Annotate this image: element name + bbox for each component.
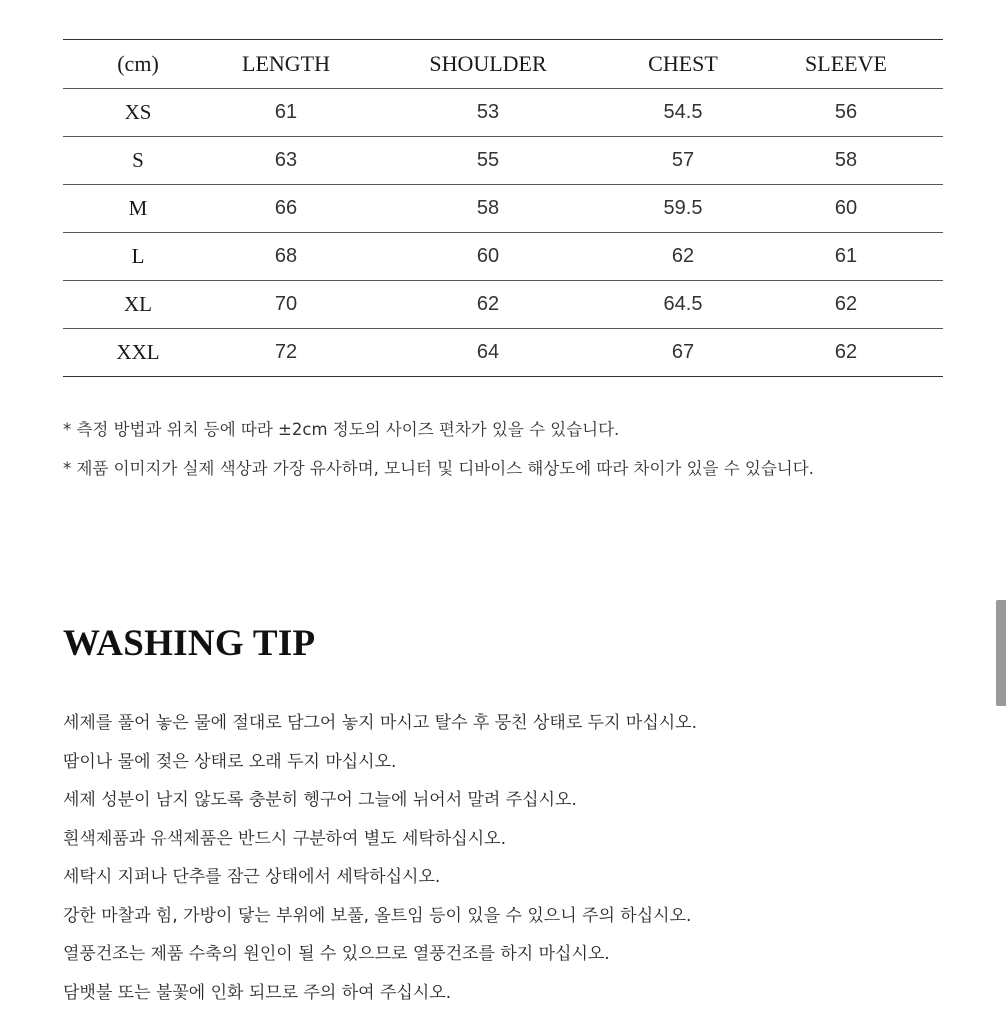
washing-tip-heading: WASHING TIP — [63, 622, 315, 665]
size-cell: S — [63, 137, 213, 185]
sleeve-cell: 58 — [749, 137, 943, 185]
header-length: LENGTH — [213, 40, 359, 89]
size-chart-header-row — [63, 40, 943, 89]
color-note: * 제품 이미지가 실제 색상과 가장 유사하며, 모니터 및 디바이스 해상도에 따라 차이가 있을 수 있습니다. — [63, 449, 963, 488]
measurement-note: * 측정 방법과 위치 등에 따라 ±2cm 정도의 사이즈 편차가 있을 수 있습니다. — [63, 410, 963, 449]
size-notes — [63, 410, 963, 488]
table-row — [63, 281, 943, 329]
chest-cell: 57 — [617, 137, 749, 185]
header-sleeve: SLEEVE — [749, 40, 943, 89]
list-item: 세탁시 지퍼나 단추를 잠근 상태에서 세탁하십시오. — [63, 858, 963, 897]
size-cell: XL — [63, 281, 213, 329]
list-item: 흰색제품과 유색제품은 반드시 구분하여 별도 세탁하십시오. — [63, 820, 963, 859]
length-cell: 72 — [213, 329, 359, 377]
header-chest: CHEST — [617, 40, 749, 89]
size-cell: XS — [63, 89, 213, 137]
size-cell: M — [63, 185, 213, 233]
list-item: 세제를 풀어 놓은 물에 절대로 담그어 놓지 마시고 탈수 후 뭉친 상태로 두지 마십시오. — [63, 704, 963, 743]
scrollbar-thumb[interactable] — [996, 600, 1006, 706]
shoulder-cell: 62 — [359, 281, 617, 329]
size-cell: L — [63, 233, 213, 281]
shoulder-cell: 60 — [359, 233, 617, 281]
list-item: 담뱃불 또는 불꽃에 인화 되므로 주의 하여 주십시오. — [63, 974, 963, 1012]
chest-cell: 62 — [617, 233, 749, 281]
chest-cell: 59.5 — [617, 185, 749, 233]
shoulder-cell: 64 — [359, 329, 617, 377]
washing-tip-list — [63, 704, 963, 1012]
table-row — [63, 233, 943, 281]
size-cell: XXL — [63, 329, 213, 377]
chest-cell: 54.5 — [617, 89, 749, 137]
header-shoulder: SHOULDER — [359, 40, 617, 89]
list-item: 강한 마찰과 힘, 가방이 닿는 부위에 보풀, 올트임 등이 있을 수 있으니 주의 하십시오. — [63, 897, 963, 936]
length-cell: 68 — [213, 233, 359, 281]
table-row — [63, 89, 943, 137]
sleeve-cell: 62 — [749, 329, 943, 377]
length-cell: 70 — [213, 281, 359, 329]
length-cell: 66 — [213, 185, 359, 233]
list-item: 열풍건조는 제품 수축의 원인이 될 수 있으므로 열풍건조를 하지 마십시오. — [63, 935, 963, 974]
length-cell: 63 — [213, 137, 359, 185]
sleeve-cell: 62 — [749, 281, 943, 329]
table-row — [63, 185, 943, 233]
chest-cell: 67 — [617, 329, 749, 377]
shoulder-cell: 55 — [359, 137, 617, 185]
list-item: 땀이나 물에 젖은 상태로 오래 두지 마십시오. — [63, 743, 963, 782]
shoulder-cell: 58 — [359, 185, 617, 233]
sleeve-cell: 61 — [749, 233, 943, 281]
list-item: 세제 성분이 남지 않도록 충분히 헹구어 그늘에 뉘어서 말려 주십시오. — [63, 781, 963, 820]
sleeve-cell: 56 — [749, 89, 943, 137]
table-row — [63, 329, 943, 377]
sleeve-cell: 60 — [749, 185, 943, 233]
header-unit: (cm) — [63, 40, 213, 89]
size-chart-table — [63, 39, 943, 377]
chest-cell: 64.5 — [617, 281, 749, 329]
shoulder-cell: 53 — [359, 89, 617, 137]
length-cell: 61 — [213, 89, 359, 137]
table-row — [63, 137, 943, 185]
